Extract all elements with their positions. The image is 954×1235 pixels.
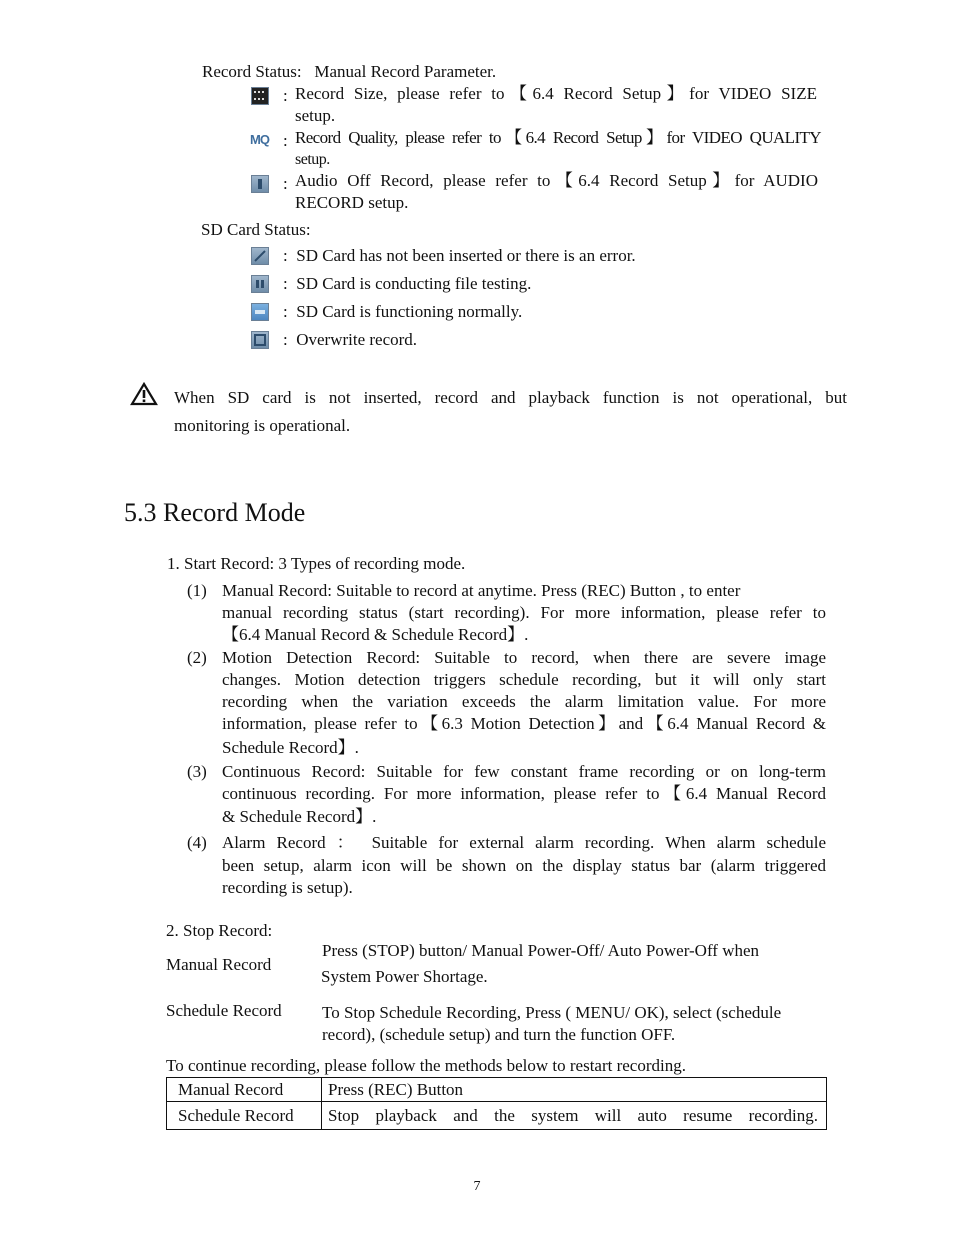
restart-cell-action [322, 1102, 827, 1130]
continuous-record-line: Continuous Record: Suitable for few constant frame recording or on long-term [222, 762, 826, 781]
colon: : [283, 174, 288, 193]
sd-card-error-icon [251, 247, 269, 265]
stop-row-desc: Press (STOP) button/ Manual Power-Off/ Auto Power-Off when [322, 941, 760, 960]
colon: : [283, 131, 288, 150]
record-status-row [202, 62, 496, 82]
motion-record-line: Schedule Record】. [222, 738, 359, 757]
sd-card-testing-text: SD Card is conducting file testing. [296, 274, 532, 293]
overwrite-record-text: Overwrite record. [296, 330, 418, 349]
sd-card-error-row: : SD Card has not been inserted or there is an error. [283, 246, 636, 265]
audio-off-text-cont: RECORD setup. [295, 193, 409, 212]
list-item-number: (1) [187, 581, 207, 600]
restart-cell-action: Press (REC) Button [322, 1078, 827, 1102]
restart-table [166, 1077, 827, 1130]
warning-text-cont: monitoring is operational. [174, 416, 351, 435]
motion-record-line: changes. Motion detection triggers schedule recording, but it will only start [222, 670, 826, 689]
warning-text: When SD card is not inserted, record and playback function is not operational, but [174, 388, 847, 407]
list-item-number: (4) [187, 833, 207, 852]
manual-record-line: manual recording status (start recording). For more information, please refer to [222, 603, 826, 622]
overwrite-record-icon [251, 331, 269, 349]
restart-cell-name: Manual Record [167, 1078, 322, 1102]
list-item-number: (3) [187, 762, 207, 781]
list-item-number: (2) [187, 648, 207, 667]
stop-row-desc: To Stop Schedule Recording, Press ( MENU/ OK), select (schedule [322, 1003, 782, 1022]
stop-row-name: Schedule Record [166, 1001, 282, 1020]
stop-row-desc: record), (schedule setup) and turn the function OFF. [322, 1025, 676, 1044]
manual-record-line: Manual Record: Suitable to record at anytime. Press (REC) Button , to enter [222, 581, 741, 600]
sd-card-normal-icon [251, 303, 269, 321]
colon: : [283, 86, 288, 105]
alarm-record-line: Alarm Record ： Suitable for external alarm recording. When alarm schedule [222, 833, 826, 852]
page-number: 7 [473, 1179, 481, 1194]
stop-row-desc: System Power Shortage. [321, 967, 488, 986]
restart-intro: To continue recording, please follow the methods below to restart recording. [166, 1056, 686, 1075]
record-size-text-cont: setup. [295, 106, 336, 125]
alarm-record-line: been setup, alarm icon will be shown on the display status bar (alarm triggered [222, 856, 826, 875]
manual-record-line: 【6.4 Manual Record & Schedule Record】. [222, 625, 529, 644]
table-row [167, 1102, 827, 1130]
restart-action-text: Stop playback and the system will auto resume recording. [328, 1105, 818, 1125]
warning-triangle-icon [130, 382, 158, 406]
sd-card-status-label: SD Card Status: [201, 220, 311, 239]
stop-record-label: 2. Stop Record: [166, 921, 273, 940]
record-status-label: Record Status: [202, 62, 302, 81]
sd-card-normal-text: SD Card is functioning normally. [296, 302, 523, 321]
sd-card-normal-row: : SD Card is functioning normally. [283, 302, 523, 321]
table-row [167, 1078, 827, 1102]
audio-off-text: Audio Off Record, please refer to【6.4 Record Setup】for AUDIO [295, 171, 818, 190]
record-size-icon [251, 87, 269, 105]
stop-row-name: Manual Record [166, 955, 272, 974]
record-quality-icon: MQ [250, 132, 269, 147]
record-status-desc: Manual Record Parameter. [314, 62, 497, 81]
overwrite-record-row: : Overwrite record. [283, 330, 418, 349]
record-quality-text: Record Quality, please refer to【6.4 Record Setup】for VIDEO QUALITY [295, 128, 821, 147]
continuous-record-line: continuous recording. For more information, please refer to【6.4 Manual Record [222, 784, 826, 803]
sd-card-error-text: SD Card has not been inserted or there is an error. [296, 246, 636, 265]
audio-off-icon [251, 175, 269, 193]
motion-record-line: Motion Detection Record: Suitable to record, when there are severe image [222, 648, 826, 667]
record-size-text: Record Size, please refer to【6.4 Record Setup】for VIDEO SIZE [295, 84, 817, 103]
motion-record-line: information, please refer to【6.3 Motion Detection】and【6.4 Manual Record & [222, 714, 826, 733]
record-quality-text-cont: setup. [295, 151, 330, 168]
start-record-label: 1. Start Record: 3 Types of recording mode. [167, 554, 466, 573]
continuous-record-line: & Schedule Record】. [222, 807, 377, 826]
alarm-record-line: recording is setup). [222, 878, 353, 897]
motion-record-line: recording when the variation exceeds the alarm limitation value. For more [222, 692, 826, 711]
sd-card-testing-row: : SD Card is conducting file testing. [283, 274, 532, 293]
section-title: 5.3 Record Mode [124, 498, 306, 527]
sd-card-testing-icon [251, 275, 269, 293]
restart-cell-name: Schedule Record [167, 1102, 322, 1130]
